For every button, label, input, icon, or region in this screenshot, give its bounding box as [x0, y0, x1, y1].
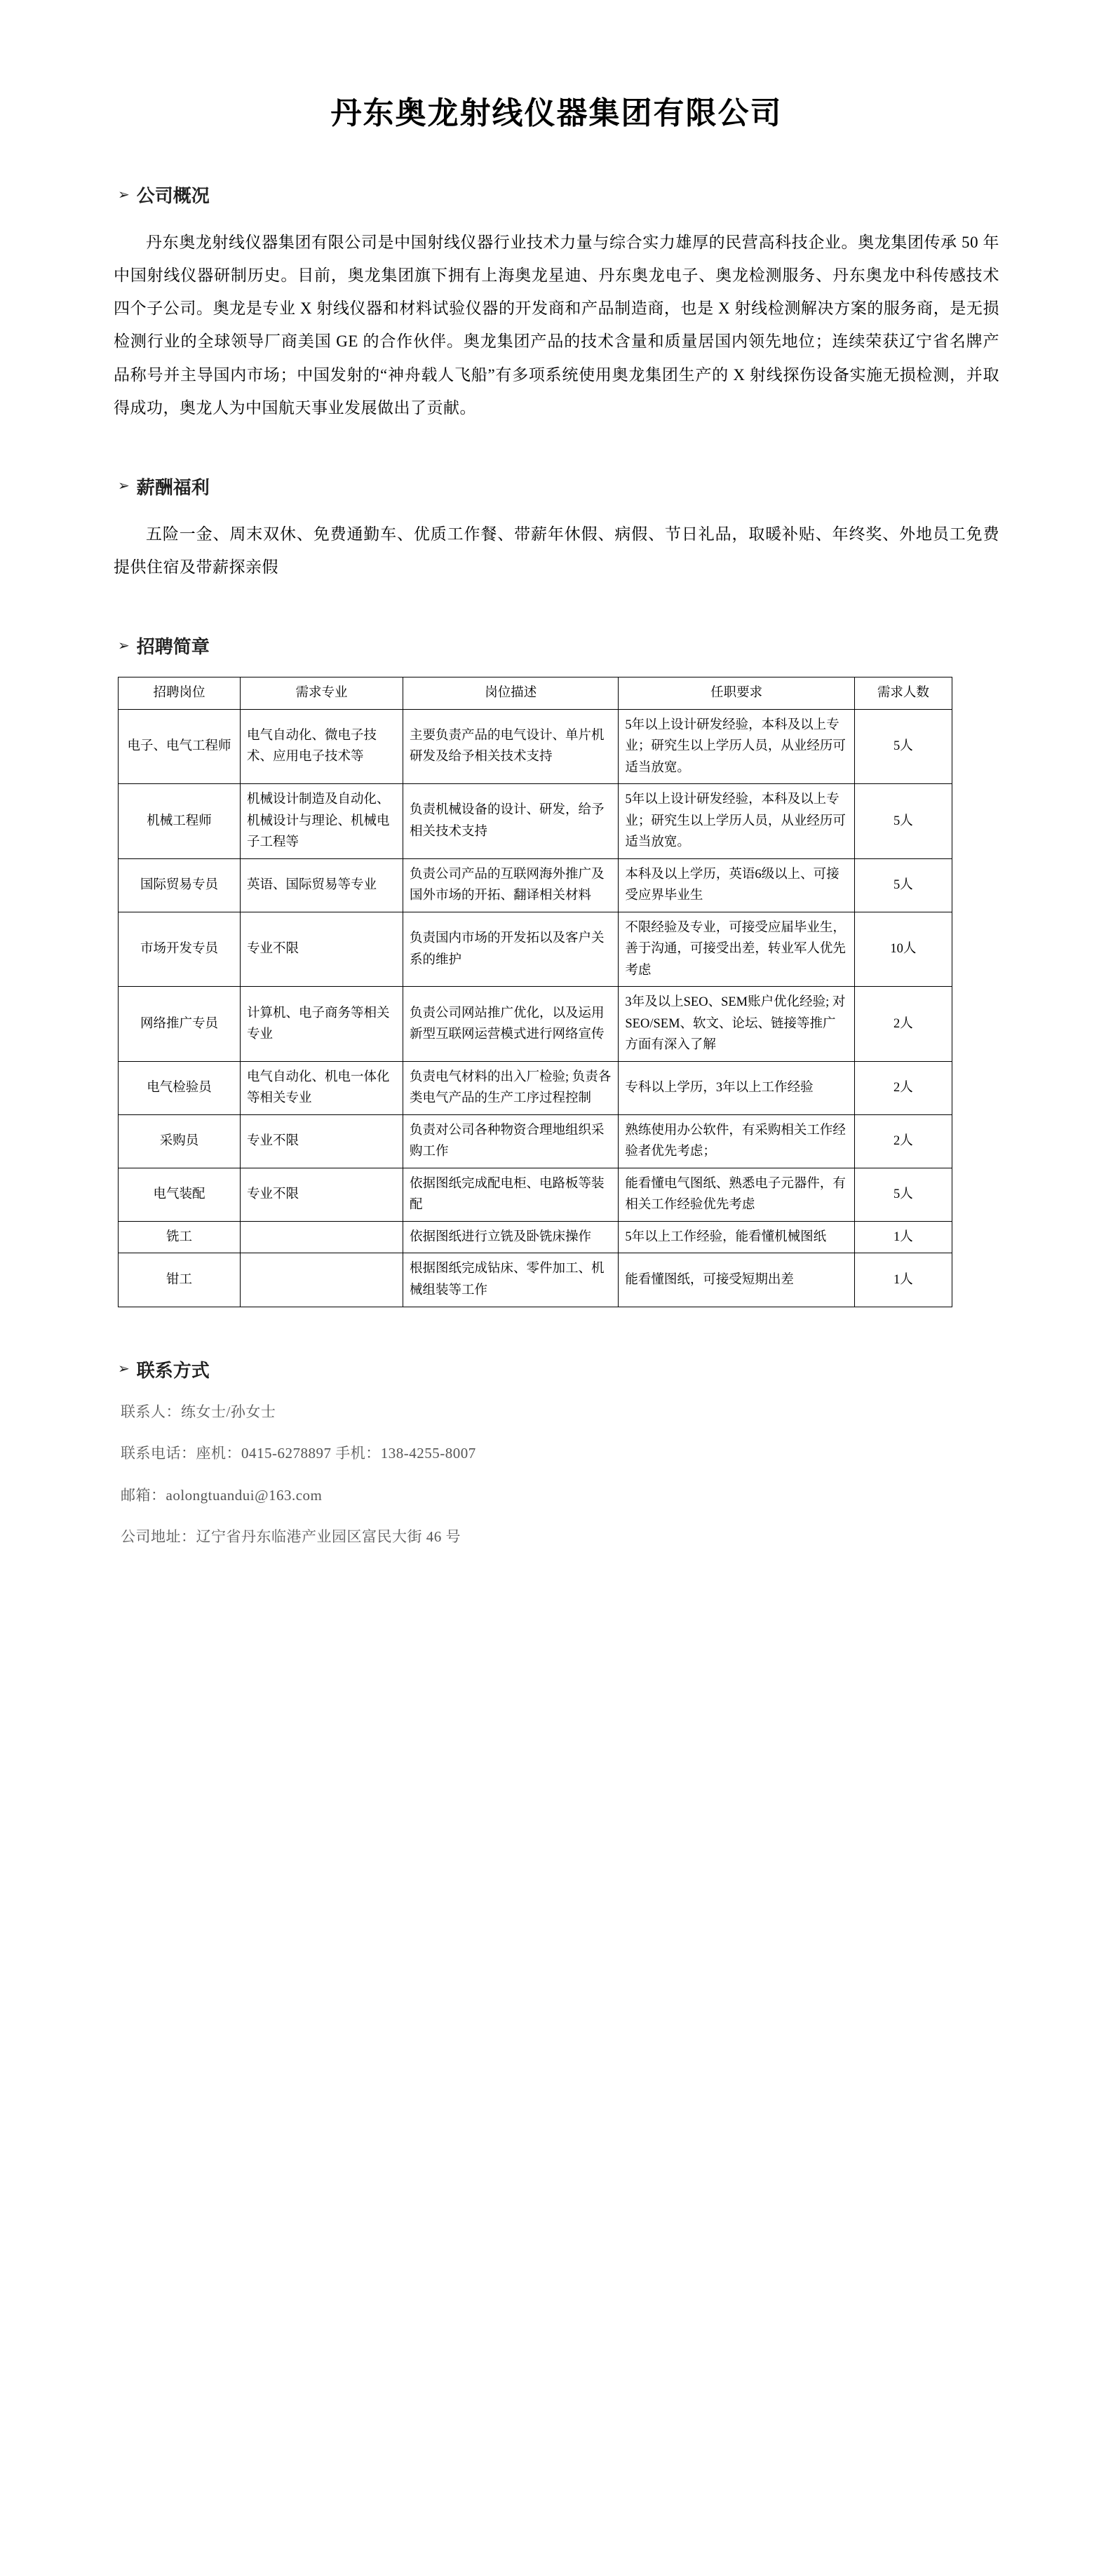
contact-person-value: 练女士/孙女士	[181, 1403, 276, 1420]
contact-address-line	[121, 1525, 1008, 1549]
cell-requirement: 5年以上工作经验，能看懂机械图纸	[619, 1221, 854, 1253]
cell-description: 依据图纸进行立铣及卧铣床操作	[403, 1221, 619, 1253]
table-header-cell: 岗位描述	[403, 677, 619, 710]
cell-post: 电气装配	[119, 1168, 241, 1221]
cell-requirement: 能看懂电气图纸、熟悉电子元器件，有相关工作经验优先考虑	[619, 1168, 854, 1221]
cell-post: 钳工	[119, 1253, 241, 1307]
cell-post: 采购员	[119, 1114, 241, 1168]
section-heading-benefits-label: 薪酬福利	[136, 476, 210, 498]
contact-email-value[interactable]: aolongtuandui@163.com	[166, 1486, 323, 1504]
cell-count: 5人	[854, 1168, 952, 1221]
cell-description: 负责对公司各种物资合理地组织采购工作	[403, 1114, 619, 1168]
cell-post: 电子、电气工程师	[119, 709, 241, 784]
table-row	[119, 709, 952, 784]
contact-person-line	[121, 1401, 1008, 1424]
cell-description: 主要负责产品的电气设计、单片机研发及给予相关技术支持	[403, 709, 619, 784]
table-row	[119, 1061, 952, 1114]
contact-phone-value: 座机：0415-6278897 手机：138-4255-8007	[196, 1445, 476, 1462]
cell-requirement: 5年以上设计研发经验，本科及以上专业；研究生以上学历人员，从业经历可适当放宽。	[619, 784, 854, 859]
cell-description: 负责电气材料的出入厂检验; 负责各类电气产品的生产工序过程控制	[403, 1061, 619, 1114]
contact-address-value: 辽宁省丹东临港产业园区富民大街 46 号	[196, 1528, 461, 1546]
section-company-overview	[105, 182, 1008, 424]
cell-major: 机械设计制造及自动化、机械设计与理论、机械电子工程等	[241, 784, 403, 859]
table-row	[119, 784, 952, 859]
overview-paragraph: 丹东奥龙射线仪器集团有限公司是中国射线仪器行业技术力量与综合实力雄厚的民营高科技企业。奥龙集团传承 50 年中国射线仪器研制历史。目前，奥龙集团旗下拥有上海奥龙星迪、丹东奥龙电子、奥龙检测服务、丹东奥龙中科传感技术四个子公司。奥龙是专业 X 射线仪器和材料试验仪器的开发商和产品制造商，也是 X 射线检测解决方案的服务商，是无损检测行业的全球领导厂商美国 GE 的合作伙伴。奥龙集团产品的技术含量和质量居国内领先地位；连续荣获辽宁省名牌产品称号并主导国内市场；中国发射的“神舟载人飞船”有多项系统使用奥龙集团生产的 X 射线探伤设备实施无损检测，并取得成功，奥龙人为中国航天事业发展做出了贡献。	[114, 234, 999, 417]
section-heading-contact	[118, 1356, 1008, 1382]
cell-major: 专业不限	[241, 912, 403, 987]
recruitment-table	[118, 677, 952, 1307]
arrow-bullet-icon: ➢	[118, 1361, 130, 1377]
section-heading-overview	[118, 182, 1008, 208]
table-row	[119, 1253, 952, 1307]
cell-description: 依据图纸完成配电柜、电路板等装配	[403, 1168, 619, 1221]
section-body-benefits	[105, 518, 1008, 584]
table-header-row	[119, 677, 952, 710]
section-contact	[105, 1356, 1008, 1549]
cell-major: 专业不限	[241, 1114, 403, 1168]
cell-major: 英语、国际贸易等专业	[241, 858, 403, 912]
cell-major: 电气自动化、机电一体化等相关专业	[241, 1061, 403, 1114]
contact-list	[121, 1401, 1008, 1549]
contact-email-label: 邮箱：	[121, 1486, 166, 1504]
arrow-bullet-icon: ➢	[118, 638, 130, 654]
table-row	[119, 1221, 952, 1253]
cell-count: 1人	[854, 1221, 952, 1253]
section-heading-contact-label: 联系方式	[136, 1359, 210, 1381]
cell-count: 2人	[854, 987, 952, 1062]
cell-count: 5人	[854, 858, 952, 912]
cell-count: 5人	[854, 784, 952, 859]
cell-requirement: 5年以上设计研发经验，本科及以上专业；研究生以上学历人员，从业经历可适当放宽。	[619, 709, 854, 784]
cell-major	[241, 1221, 403, 1253]
cell-requirement: 不限经验及专业，可接受应届毕业生，善于沟通，可接受出差，转业军人优先考虑	[619, 912, 854, 987]
contact-email-line	[121, 1484, 1008, 1508]
cell-count: 5人	[854, 709, 952, 784]
cell-count: 10人	[854, 912, 952, 987]
table-header-cell: 招聘岗位	[119, 677, 241, 710]
table-row	[119, 912, 952, 987]
table-row	[119, 1114, 952, 1168]
cell-major: 电气自动化、微电子技术、应用电子技术等	[241, 709, 403, 784]
section-heading-benefits	[118, 473, 1008, 499]
section-heading-overview-label: 公司概况	[136, 185, 210, 206]
section-heading-recruitment	[118, 633, 1008, 659]
cell-post: 电气检验员	[119, 1061, 241, 1114]
cell-post: 市场开发专员	[119, 912, 241, 987]
recruitment-table-body	[119, 709, 952, 1307]
cell-post: 网络推广专员	[119, 987, 241, 1062]
page-title: 丹东奥龙射线仪器集团有限公司	[330, 96, 783, 130]
cell-description: 负责公司产品的互联网海外推广及国外市场的开拓、翻译相关材料	[403, 858, 619, 912]
contact-person-label: 联系人：	[121, 1403, 181, 1420]
cell-requirement: 熟练使用办公软件，有采购相关工作经验者优先考虑；	[619, 1114, 854, 1168]
cell-requirement: 能看懂图纸，可接受短期出差	[619, 1253, 854, 1307]
cell-requirement: 专科以上学历，3年以上工作经验	[619, 1061, 854, 1114]
cell-post: 国际贸易专员	[119, 858, 241, 912]
cell-post: 铣工	[119, 1221, 241, 1253]
section-benefits	[105, 473, 1008, 584]
contact-phone-label: 联系电话：	[121, 1445, 196, 1462]
table-header-cell: 任职要求	[619, 677, 854, 710]
section-recruitment	[105, 633, 1008, 1307]
cell-requirement: 本科及以上学历，英语6级以上、可接受应界毕业生	[619, 858, 854, 912]
cell-count: 2人	[854, 1114, 952, 1168]
contact-address-label: 公司地址：	[121, 1528, 196, 1546]
cell-major: 计算机、电子商务等相关专业	[241, 987, 403, 1062]
cell-requirement: 3年及以上SEO、SEM账户优化经验; 对 SEO/SEM、软文、论坛、链接等推广方面有深入了解	[619, 987, 854, 1062]
contact-phone-line	[121, 1442, 1008, 1466]
cell-description: 负责公司网站推广优化，以及运用新型互联网运营模式进行网络宣传	[403, 987, 619, 1062]
arrow-bullet-icon: ➢	[118, 478, 130, 494]
cell-description: 负责国内市场的开发拓以及客户关系的维护	[403, 912, 619, 987]
cell-major: 专业不限	[241, 1168, 403, 1221]
section-heading-recruitment-label: 招聘简章	[136, 636, 210, 658]
section-body-overview	[105, 226, 1008, 424]
table-row	[119, 858, 952, 912]
table-row	[119, 1168, 952, 1221]
cell-description: 根据图纸完成钻床、零件加工、机械组装等工作	[403, 1253, 619, 1307]
table-row	[119, 987, 952, 1062]
cell-description: 负责机械设备的设计、研发，给予相关技术支持	[403, 784, 619, 859]
table-header-cell: 需求专业	[241, 677, 403, 710]
benefits-paragraph: 五险一金、周末双休、免费通勤车、优质工作餐、带薪年休假、病假、节日礼品，取暖补贴、年终奖、外地员工免费提供住宿及带薪探亲假	[114, 525, 999, 576]
arrow-bullet-icon: ➢	[118, 187, 130, 203]
cell-post: 机械工程师	[119, 784, 241, 859]
cell-count: 1人	[854, 1253, 952, 1307]
table-header-cell: 需求人数	[854, 677, 952, 710]
cell-count: 2人	[854, 1061, 952, 1114]
cell-major	[241, 1253, 403, 1307]
